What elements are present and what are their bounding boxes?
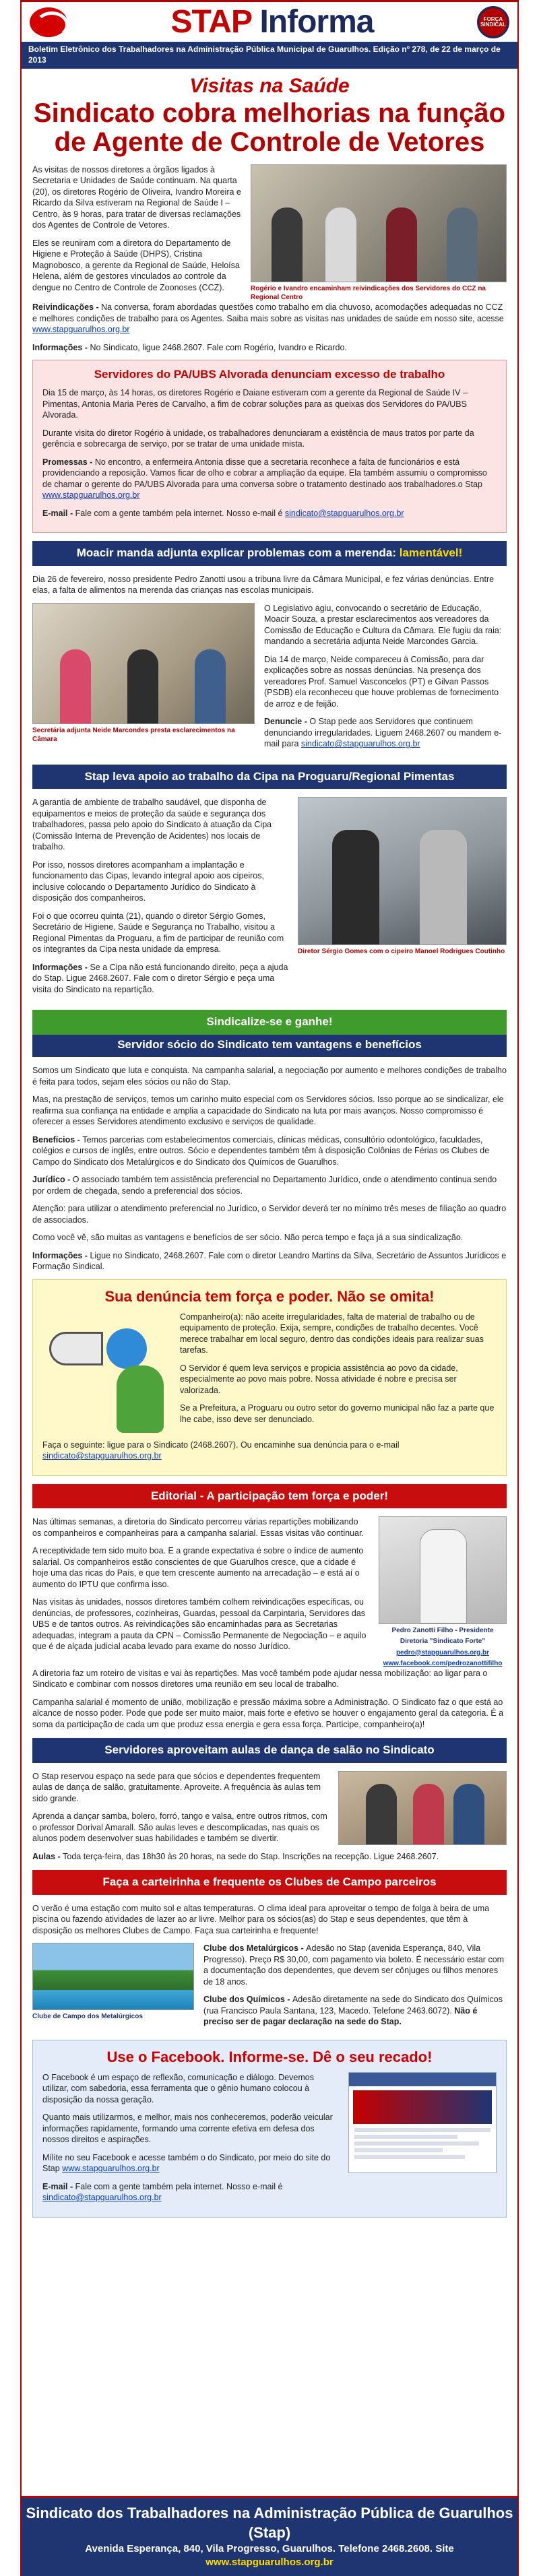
- content: [22, 164, 517, 2218]
- text: Fale com a gente também pela internet. Nosso e-mail é: [75, 508, 285, 518]
- text: Adesão no Stap (avenida Esperança, 840, Vila Progresso). Preço R$ 30,00, com pagamento via boleto. É necessário estar com a documentação dos dependentes, que devem ser cônjuges ou filhos menores de 18 anos.: [203, 1943, 505, 1987]
- person-figure-icon: [60, 649, 91, 723]
- sindicalize-paragraph-4: Como você vê, são muitas as vantagens e benefícios de ser sócio. Não perca tempo e faça já a sua sindicalização.: [32, 1233, 464, 1243]
- site-link[interactable]: www.stapguarulhos.org.br: [42, 490, 140, 501]
- text: Adesão diretamente na sede do Sindicato dos Químicos (rua Francisco Paula Santana, 123, Macedo. Telefone 2463.6072).: [203, 1995, 503, 2016]
- merenda-row: [32, 603, 507, 756]
- president-photo: [379, 1516, 507, 1624]
- person-figure-icon: [325, 207, 356, 282]
- pa-ubs-title: Servidores do PA/UBS Alvorada denunciam excesso de trabalho: [94, 368, 445, 381]
- facebook-row: [42, 2072, 497, 2210]
- editorial-paragraph-2: A receptividade tem sido muito boa. E a grande expectativa é sobre o índice de aumento salarial. Os companheiros estão conscientes de que Guarulhos cresce, que a cidade é hoje uma das ricas do País, e que tem crescente aumento na arrecadação – e está aí o aumento do IPTU que confirma isso.: [32, 1546, 364, 1589]
- merenda-photo: [32, 603, 255, 724]
- title-informa: Informa: [251, 3, 374, 40]
- person-figure-icon: [420, 1529, 467, 1623]
- label: Promessas -: [42, 457, 95, 467]
- person-figure-icon: [447, 207, 478, 282]
- lead-reivindicacoes: [32, 302, 507, 335]
- email-link[interactable]: sindicato@stapguarulhos.org.br: [42, 2193, 162, 2203]
- facebook-title: Use o Facebook. Informe-se. Dê o seu recado!: [106, 2048, 433, 2065]
- merenda-denuncie: [264, 716, 507, 750]
- label: Clube dos Químicos -: [203, 1995, 292, 2005]
- bold-text: Não é preciso ser de pagar declaração na sede do Stap.: [203, 2005, 478, 2027]
- person-figure-icon: [366, 1784, 397, 1844]
- label: Informações -: [32, 1250, 90, 1260]
- label: Denuncie -: [264, 717, 310, 727]
- site-link[interactable]: www.stapguarulhos.org.br: [32, 325, 130, 334]
- lead-paragraph-1: As visitas de nossos diretores a órgãos ligados à Secretaria e Unidades de Saúde continuam. Na quarta (20), os diretores Rogério de Oliveira, Ivandro Moreira e Ricardo da Silva estiveram na Regional de Saúde I – Centro, às 9 horas, para tratar de diversas reclamações dos Agentes de Controle de Vetores.: [32, 164, 241, 230]
- facebook-line-icon: [354, 2128, 490, 2132]
- cipa-photo-caption: Diretor Sérgio Gomes com o cipeiro Manoel Rodrigues Coutinho: [298, 948, 505, 956]
- danca-text: [32, 1771, 329, 1851]
- sindicalize-paragraph-3: Atenção: para utilizar o atendimento preferencial no Jurídico, o Servidor deverá ter no mínimo três meses de filiação ao quadro de associados.: [32, 1204, 507, 1225]
- denuncia-paragraph-2: O Servidor é quem leva serviços e propicia assistência ao povo da cidade, especialmente ao povo mais pobre. Nossa atividade é nobre e precisa ser valorizada.: [180, 1363, 458, 1395]
- lead-headline: Sindicato cobra melhorias na função de Agente de Controle de Vetores: [33, 98, 506, 158]
- danca-aulas: [32, 1851, 507, 1863]
- facebook-paragraph-1: O Facebook é um espaço de reflexão, comunicação e diálogo. Devemos utilizar, com sabedoria, essa ferramenta que o gênio humano colocou à disposição da nossa geração.: [42, 2072, 315, 2104]
- facebook-box: [32, 2040, 507, 2218]
- facebook-line-icon: [354, 2155, 465, 2159]
- badge-label: FORÇA SINDICAL: [480, 15, 506, 28]
- text: Temos parcerias com estabelecimentos comerciais, clínicas médicas, consultório odontológico, faculdades, colégios e cursos de inglês, entre outros. Sócio e dependentes também têm à disposição Colônias de Férias os Clubes de Campo do Sindicato dos Metalúrgicos e do Sindicato dos Químicos de Guarulhos.: [32, 1134, 490, 1167]
- text: O associado também tem assistência preferencial no Departamento Jurídico, onde o atendimento continua sendo por ordem de chegada, sendo a preferencial dos sócios.: [32, 1175, 497, 1196]
- cipa-paragraph-2: Por isso, nossos diretores acompanham a implantação e funcionamento das Cipas, levando integral apoio aos cipeiros, inclusive colocando o Departamento Jurídico do Sindicato à disposição dos companheiros.: [32, 860, 264, 903]
- cipa-photo: [298, 797, 507, 945]
- sindicalize-subtitle-bar: Servidor sócio do Sindicato tem vantagens e benefícios: [32, 1035, 507, 1057]
- denuncia-row: [42, 1312, 497, 1440]
- sindicalize-paragraph-2: Mas, na prestação de serviços, temos um carinho muito especial com os Servidores sócios. Isso porque ao se sindicalizar, ele reafirma sua confiança na entidade e amplia a capacidade do Sindicato na luta por mais avanços. Nosso compromisso é oferecer a esses Servidores atendimento exclusivo e serviços de qualidade.: [32, 1095, 504, 1127]
- pa-ubs-email: [42, 508, 497, 519]
- person-figure-icon: [127, 649, 158, 723]
- facebook-line-icon: [354, 2135, 457, 2139]
- footer-address: Avenida Esperança, 840, Vila Progresso, Guarulhos. Telefone 2468.2608. Site: [85, 2543, 454, 2555]
- denuncia-text: [180, 1312, 497, 1440]
- stap-logo-icon: [30, 7, 67, 37]
- megaphone-cartoon-icon: [42, 1312, 170, 1440]
- text: Faça o seguinte: ligue para o Sindicato (2468.2607). Ou encaminhe sua denúncia para o e-mail: [42, 1440, 400, 1450]
- lead-paragraph-2: Eles se reuniram com a diretora do Departamento de Higiene e Proteção à Saúde (DHPS), Cristina Magnobosco, a gerente da Regional de Saúde, Heloísa Helena, além de gestores vinculados ao controle da dengue no Centro de Controle de Zoonoses (CCZ).: [32, 238, 240, 292]
- lead-informacoes: [32, 342, 507, 354]
- clubes-text: [203, 1943, 507, 2034]
- label: Jurídico -: [32, 1175, 73, 1185]
- danca-paragraph-1: O Stap reservou espaço na sede para que sócios e dependentes frequentem aulas de dança de salão, gratuitamente. Aproveite. A frequência às aulas tem sido grande.: [32, 1771, 321, 1803]
- president-caption-name: Pedro Zanotti Filho - Presidente: [391, 1627, 494, 1635]
- editorial-paragraph-1: Nas últimas semanas, a diretoria do Sindicato percorreu várias repartições mobilizando os companheiros e companheiras para a campanha salarial. Essas visitas vão continuar.: [32, 1517, 364, 1538]
- clubes-paragraph-1: O verão é uma estação com muito sol e altas temperaturas. O clima ideal para aproveitar o tempo de folga à beira de uma piscina ou fazendo atividades de lazer ao ar livre. Melhor para os sócios(as) do Stap e seus dependentes, que têm à disposição os melhores Clubes de Campo. Faça sua carteirinha e frequente!: [32, 1903, 490, 1935]
- danca-photo-block: [338, 1771, 507, 1851]
- email-link[interactable]: sindicato@stapguarulhos.org.br: [284, 508, 404, 518]
- denuncia-paragraph-3: Se a Prefeitura, a Proguaru ou outro setor do governo municipal não faz a parte que lhe cabe, isso deve ser denunciado.: [180, 1403, 495, 1424]
- cipa-title-bar: Stap leva apoio ao trabalho da Cipa na Proguaru/Regional Pimentas: [32, 765, 507, 789]
- person-figure-icon: [413, 1784, 444, 1844]
- text: Se a Cipa não está funcionando direito, peça a ajuda do Stap. Ligue 2468.2607. Fale com o diretor Sérgio e peça uma visita do Sindicato na repartição.: [32, 962, 288, 994]
- sindicalize-beneficios: [32, 1134, 507, 1168]
- facebook-text: [42, 2072, 339, 2210]
- facebook-line-icon: [354, 2142, 479, 2146]
- sindicalize-juridico: [32, 1174, 507, 1196]
- person-figure-icon: [453, 1784, 484, 1844]
- text: O Stap pede aos Servidores que continuem denunciando irregularidades. Liguem 2468.2607 ou mandem e-mail para: [264, 717, 502, 749]
- denuncia-title: Sua denúncia tem força e poder. Não se omita!: [104, 1287, 435, 1305]
- lead-text: [32, 164, 241, 302]
- site-link[interactable]: www.stapguarulhos.org.br: [62, 2164, 160, 2174]
- label: E-mail -: [42, 2181, 75, 2191]
- pa-ubs-paragraph-1: Dia 15 de março, às 14 horas, os diretores Rogério e Daiane estiveram com a gerente da Regional de Saúde IV – Pimentas, Antonia Maria Peres de Carvalho, a fim de cobrar soluções para as queixas dos Servidores do PA/UBS Alvorada.: [42, 388, 468, 420]
- cipa-photo-block: [298, 797, 507, 1002]
- merenda-title: Moacir manda adjunta explicar problemas com a merenda:: [76, 546, 400, 560]
- sindicalize-title-bar: Sindicalize-se e ganhe!: [32, 1010, 507, 1034]
- footer-line-1: Sindicato dos Trabalhadores na Administração Pública de Guarulhos (Stap): [26, 2505, 513, 2542]
- facebook-line-icon: [354, 2148, 443, 2152]
- label: Informações -: [32, 342, 90, 352]
- newsletter-frame: [20, 0, 519, 2576]
- facebook-cover-icon: [353, 2090, 492, 2124]
- president-facebook-link[interactable]: www.facebook.com/pedrozanottifilho: [383, 1659, 503, 1667]
- editorial-text: [32, 1516, 369, 1668]
- email-link[interactable]: sindicato@stapguarulhos.org.br: [42, 1451, 162, 1461]
- editorial-paragraph-3: Nas visitas às unidades, nossos diretores também colhem reivindicações específicas, ou denúncias, de professores, cozinheiras, Guardas, pessoal da Carpintaria, Servidores das UBS e de tantos outros. As reivindicações são encaminhadas para as Secretarias adequadas, integram a pauta da CPN – Comissão Permanente de Negociação – e aquilo que é de alçada judicial acaba levado para exame do nosso Jurídico.: [32, 1597, 367, 1652]
- clubes-photo-block: [32, 1943, 194, 2034]
- text: Fale com a gente também pela internet. Nosso e-mail é: [75, 2181, 283, 2191]
- sindicalize-paragraph-1: Somos um Sindicato que luta e conquista. Na campanha salarial, a negociação por aumento e melhores condições de trabalho é feita para todos, sejam eles sócios ou não do Stap.: [32, 1066, 507, 1087]
- text: Toda terça-feira, das 18h30 às 20 horas, na sede do Stap. Inscrições na recepção. Ligue 2468.2607.: [63, 1851, 439, 1861]
- danca-paragraph-2: Aprenda a dançar samba, bolero, forró, tango e valsa, entre outros ritmos, com o professor Dorival Amarall. São aulas leves e descomplicadas, nas quais os alunos podem desenvolver suas habilidades e também se divertir.: [32, 1811, 327, 1844]
- facebook-paragraph-2: Quanto mais utilizarmos, e melhor, mais nos conheceremos, poderão veicular informações rapidamente, formando uma corrente efetiva em defesa dos nossos direitos e aspirações.: [42, 2113, 333, 2145]
- merenda-paragraph-1: Dia 26 de fevereiro, nosso presidente Pedro Zanotti usou a tribuna livre da Câmara Municipal, e fez várias denúncias. Entre elas, a falta de alimentos na merenda das crianças nas escolas municipais.: [32, 574, 495, 595]
- edition-bar: Boletim Eletrônico dos Trabalhadores na Administração Pública Municipal de Guarulhos. Edição nº 278, de 22 de março de 2013: [22, 42, 517, 69]
- merenda-photo-caption: Secretária adjunta Neide Marcondes presta esclarecimentos na Câmara: [32, 726, 235, 744]
- person-figure-icon: [420, 830, 467, 944]
- denuncia-paragraph-4: [42, 1440, 497, 1462]
- email-link[interactable]: sindicato@stapguarulhos.org.br: [300, 739, 420, 749]
- footer: [22, 2496, 517, 2576]
- text: Na conversa, foram abordadas questões como trabalho em dia chuvoso, acomodações adequadas no CCZ e melhores condições de trabalho para os Agentes. Saiba mais sobre as visitas nas unidades de saúde em nosso site, acesse: [32, 302, 504, 323]
- cipa-paragraph-3: Foi o que ocorreu quinta (21), quando o diretor Sérgio Gomes, Secretário de Higiene, Saúde e Segurança no Trabalho, visitou a Regional Pimentas da Proguaru, a fim de participar de reunião com os integrantes da Cipa nesta unidade da empresa.: [32, 911, 284, 955]
- president-email-link[interactable]: pedro@stapguarulhos.org.br: [395, 1648, 490, 1656]
- clubes-title-bar: Faça a carteirinha e frequente os Clubes de Campo parceiros: [32, 1870, 507, 1894]
- lead-photo-block: [251, 164, 507, 302]
- danca-photo: [338, 1771, 507, 1845]
- merenda-title-bar: [32, 541, 507, 565]
- facebook-email: [42, 2181, 339, 2203]
- masthead: [22, 0, 517, 42]
- lead-kicker: Visitas na Saúde: [189, 74, 350, 97]
- merenda-photo-block: [32, 603, 255, 756]
- text: No encontro, a enfermeira Antonia disse que a secretaria reconhece a falta de funcionários e está providenciando a reposição. Vamos ficar de olho e cobrar a ampliação da equipe. Ela também assumiu o compromisso de chamar o gerente do PA/UBS Alvorada para uma conversa sobre o tratamento destinado aos trabalhadores.o Stap: [42, 457, 487, 489]
- editorial-paragraph-5: Campanha salarial é momento de união, mobilização e pressão máxima sobre a Administração. O Sindicato faz o que está ao alcance de nosso poder. Pode que pode ser muito maior, mais forte e efetivo se houver o engajamento geral da categoria. É a soma da participação de cada um que produz essa energia e gera essa força. Participe, companheiro(a)!: [32, 1697, 504, 1729]
- pa-ubs-paragraph-2: Durante visita do diretor Rogério à unidade, os trabalhadores denunciaram a existência de maus tratos por parte da gerência e sobrecarga de serviço, por se tratar de uma unidade mista.: [42, 428, 474, 449]
- pa-ubs-promessas: [42, 457, 497, 501]
- footer-line-2: [26, 2542, 513, 2569]
- newsletter-title: [171, 1, 374, 43]
- person-figure-icon: [272, 207, 303, 282]
- person-figure-icon: [195, 649, 226, 723]
- editorial-title-bar: Editorial - A participação tem força e poder!: [32, 1484, 507, 1508]
- cipa-row: [32, 797, 507, 1002]
- editorial-paragraph-4: A diretoria faz um roteiro de visitas e vai às repartições. Mas você também pode ajudar nessa mobilização: ao ligar para o Sindicato e combinar com nossos diretores uma reunião em seu local de trabalho.: [32, 1668, 488, 1689]
- clube-photo: [32, 1943, 194, 2010]
- title-stap: STAP: [170, 3, 252, 40]
- label: E-mail -: [42, 508, 75, 518]
- text: Ligue no Sindicato, 2468.2607. Fale com o diretor Leandro Martins da Silva, Secretário de Assuntos Jurídicos e Formação Sindical.: [32, 1250, 507, 1272]
- editorial-photo-block: [379, 1516, 507, 1668]
- label: Clube dos Metalúrgicos -: [203, 1943, 307, 1954]
- pa-ubs-box: [32, 360, 507, 533]
- merenda-paragraph-3: Dia 14 de março, Neide compareceu à Comissão, para dar explicações sobre as nossas denúncias. Na presença dos vereadores Prof. Samuel Vasconcelos (PT) e Gilvan Passos (PSDB) ela reconheceu que houve problemas de fornecimento de arroz e de feijão.: [264, 654, 499, 709]
- president-caption-role: Diretoria "Sindicato Forte": [400, 1638, 486, 1646]
- facebook-topbar-icon: [349, 2073, 496, 2086]
- speaker-head-icon: [106, 1328, 147, 1369]
- clube-quimicos: [203, 1994, 507, 2028]
- merenda-title-highlight: lamentável!: [399, 546, 463, 560]
- lead-photo: [251, 164, 507, 282]
- clube-metalurgicos: [203, 1943, 507, 1987]
- cipa-informacoes: [32, 962, 288, 996]
- lead-photo-caption: Rogério e Ivandro encaminham reivindicações dos Servidores do CCZ na Regional Centro: [251, 284, 486, 301]
- label: Aulas -: [32, 1851, 63, 1861]
- denuncia-box: [32, 1279, 507, 1476]
- cipa-text: [32, 797, 288, 1002]
- person-figure-icon: [386, 207, 417, 282]
- speaker-body-icon: [117, 1365, 164, 1433]
- denuncia-paragraph-1: Companheiro(a): não aceite irregularidades, falta de material de trabalho ou de equipamento de proteção. Exija, sempre, condições de trabalho decentes. Você merece trabalhar em local seguro, dentro das condições ideais para realizar suas tarefas.: [180, 1312, 484, 1355]
- text: Mílite no seu Facebook e acesse também o do Sindicato, por meio do site do Stap: [42, 2152, 331, 2174]
- forca-sindical-badge-icon: [477, 6, 509, 38]
- facebook-page-screenshot-icon: [348, 2072, 497, 2173]
- merenda-text: [264, 603, 507, 756]
- label: Benefícios -: [32, 1134, 83, 1145]
- merenda-paragraph-2: O Legislativo agiu, convocando o secretário de Educação, Moacir Souza, a prestar esclarecimentos aos vereadores da Comissão de Educação e Cultura da Câmara. Ele fugiu da raia: mandando a secretária adjunta Neide Marcondes Garcia.: [264, 603, 502, 647]
- facebook-paragraph-3: [42, 2152, 339, 2175]
- person-figure-icon: [332, 830, 379, 944]
- danca-row: [32, 1771, 507, 1851]
- clubes-row: [32, 1943, 507, 2034]
- danca-title-bar: Servidores aproveitam aulas de dança de salão no Sindicato: [32, 1738, 507, 1762]
- footer-site-link[interactable]: www.stapguarulhos.org.br: [205, 2556, 334, 2569]
- sindicalize-informacoes: [32, 1250, 507, 1273]
- text: No Sindicato, ligue 2468.2607. Fale com Rogério, Ivandro e Ricardo.: [90, 342, 347, 352]
- label: Reivindicações -: [32, 302, 102, 312]
- clube-photo-caption: Clube de Campo dos Metalúrgicos: [32, 2013, 143, 2021]
- megaphone-icon: [49, 1332, 103, 1365]
- lead-row: [32, 164, 507, 302]
- label: Informações -: [32, 962, 90, 972]
- cipa-paragraph-1: A garantia de ambiente de trabalho saudável, que disponha de equipamentos e meios de proteção da saúde e segurança dos trabalhadores, passa pelo apoio do Sindicato à atuação da Cipa (Comissão Interna de Prevenção de Acidentes) nos locais de trabalho.: [32, 798, 272, 852]
- editorial-row: [32, 1516, 507, 1668]
